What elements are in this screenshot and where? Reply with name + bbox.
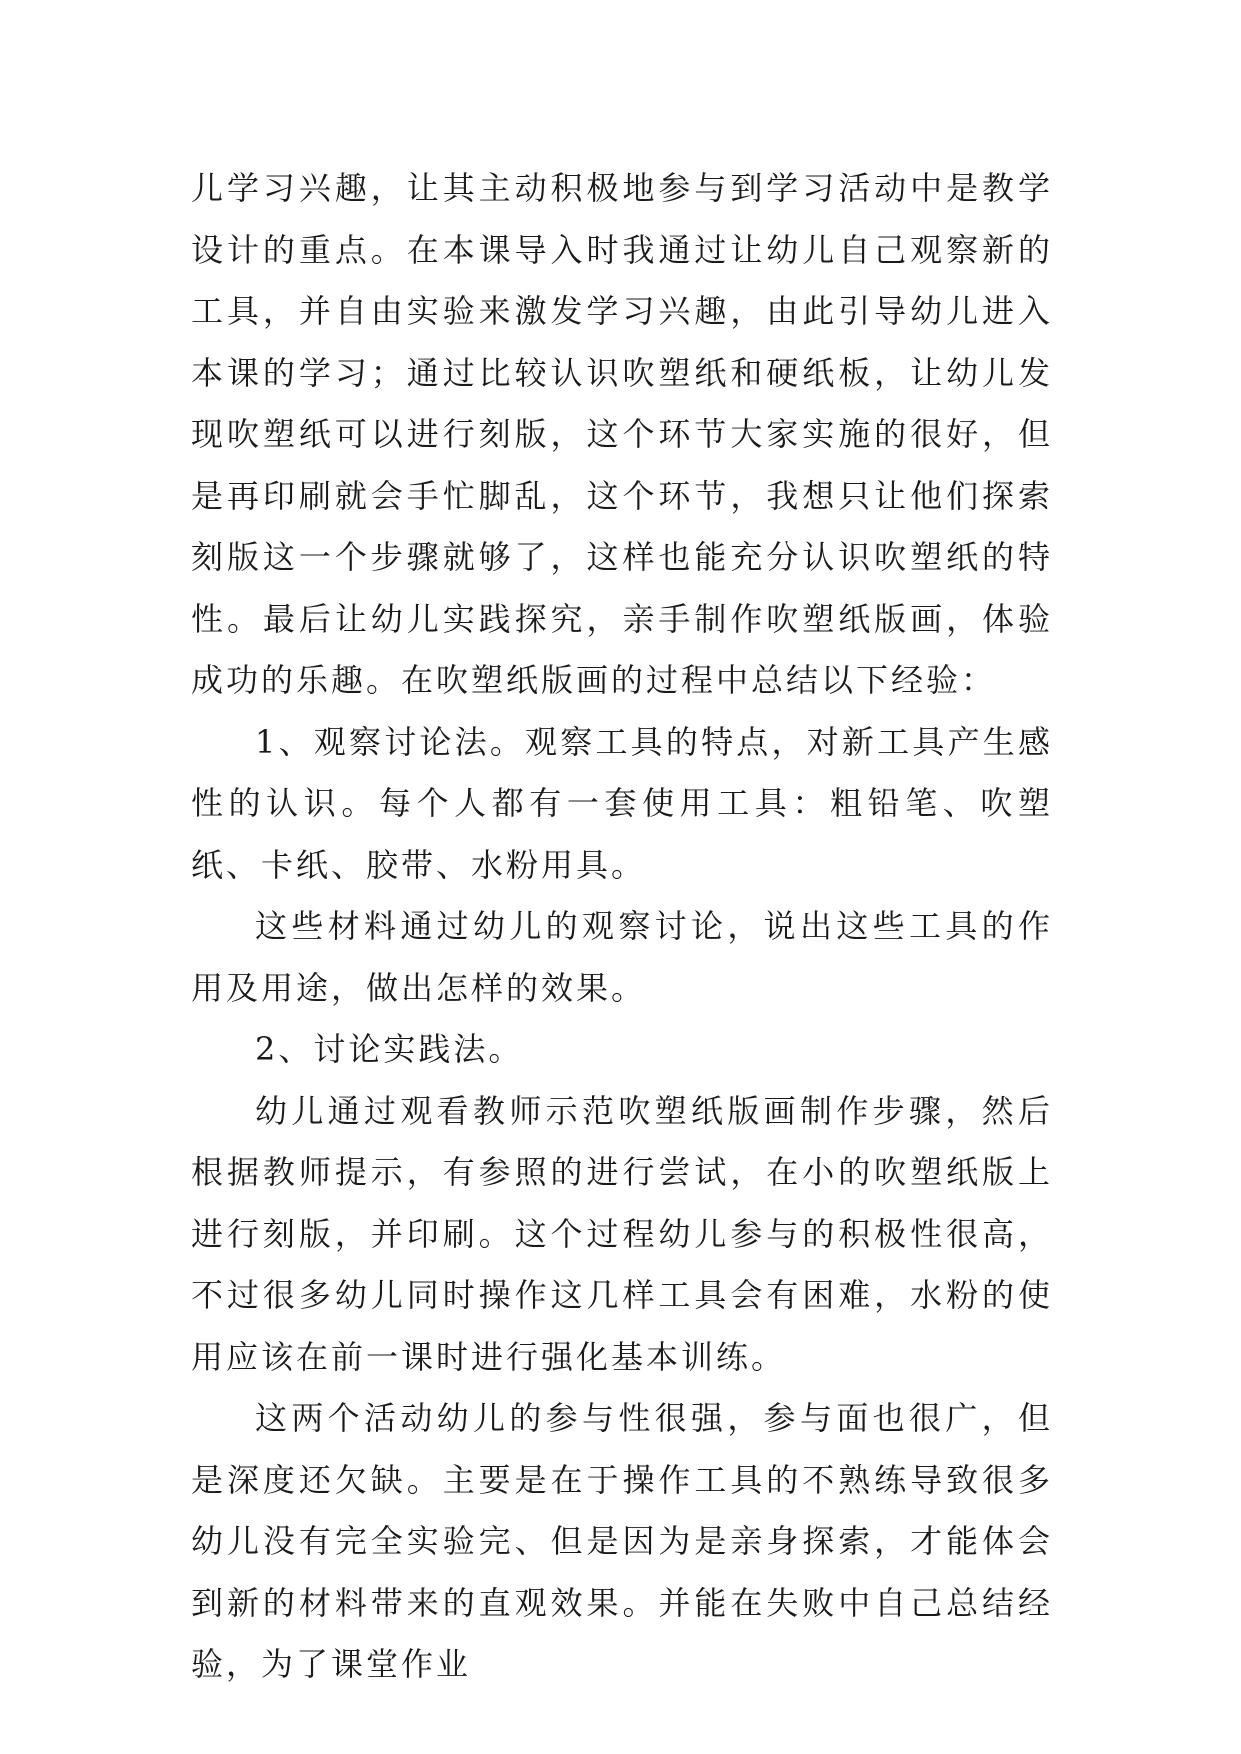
paragraph-3: 这些材料通过幼儿的观察讨论，说出这些工具的作用及用途，做出怎样的效果。 — [191, 907, 1053, 1007]
paragraph-6: 这两个活动幼儿的参与性很强，参与面也很广，但是深度还欠缺。主要是在于操作工具的不熟练导致很多幼儿没有完全实验完、但是因为是亲身探索，才能体会到新的材料带来的直观效果。并能在失败中自己总结经验，为了课堂作业 — [191, 1399, 1053, 1683]
paragraph-1: 儿学习兴趣，让其主动积极地参与到学习活动中是教学设计的重点。在本课导入时我通过让幼儿自己观察新的工具，并自由实验来激发学习兴趣，由此引导幼儿进入本课的学习；通过比较认识吹塑纸和硬纸板，让幼儿发现吹塑纸可以进行刻版，这个环节大家实施的很好，但是再印刷就会手忙脚乱，这个环节，我想只让他们探索刻版这一个步骤就够了，这样也能充分认识吹塑纸的特性。最后让幼儿实践探究，亲手制作吹塑纸版画，体验成功的乐趣。在吹塑纸版画的过程中总结以下经验： — [191, 169, 1053, 699]
paragraph-5: 幼儿通过观看教师示范吹塑纸版画制作步骤，然后根据教师提示，有参照的进行尝试，在小的吹塑纸版上进行刻版，并印刷。这个过程幼儿参与的积极性很高，不过很多幼儿同时操作这几样工具会有困难，水粉的使用应该在前一课时进行强化基本训练。 — [191, 1091, 1053, 1376]
document-body — [191, 158, 1053, 1696]
paragraph-4: 2、讨论实践法。 — [255, 1030, 524, 1068]
paragraph-2: 1、观察讨论法。观察工具的特点，对新工具产生感性的认识。每个人都有一套使用工具：粗铅笔、吹塑纸、卡纸、胶带、水粉用具。 — [191, 722, 1053, 884]
